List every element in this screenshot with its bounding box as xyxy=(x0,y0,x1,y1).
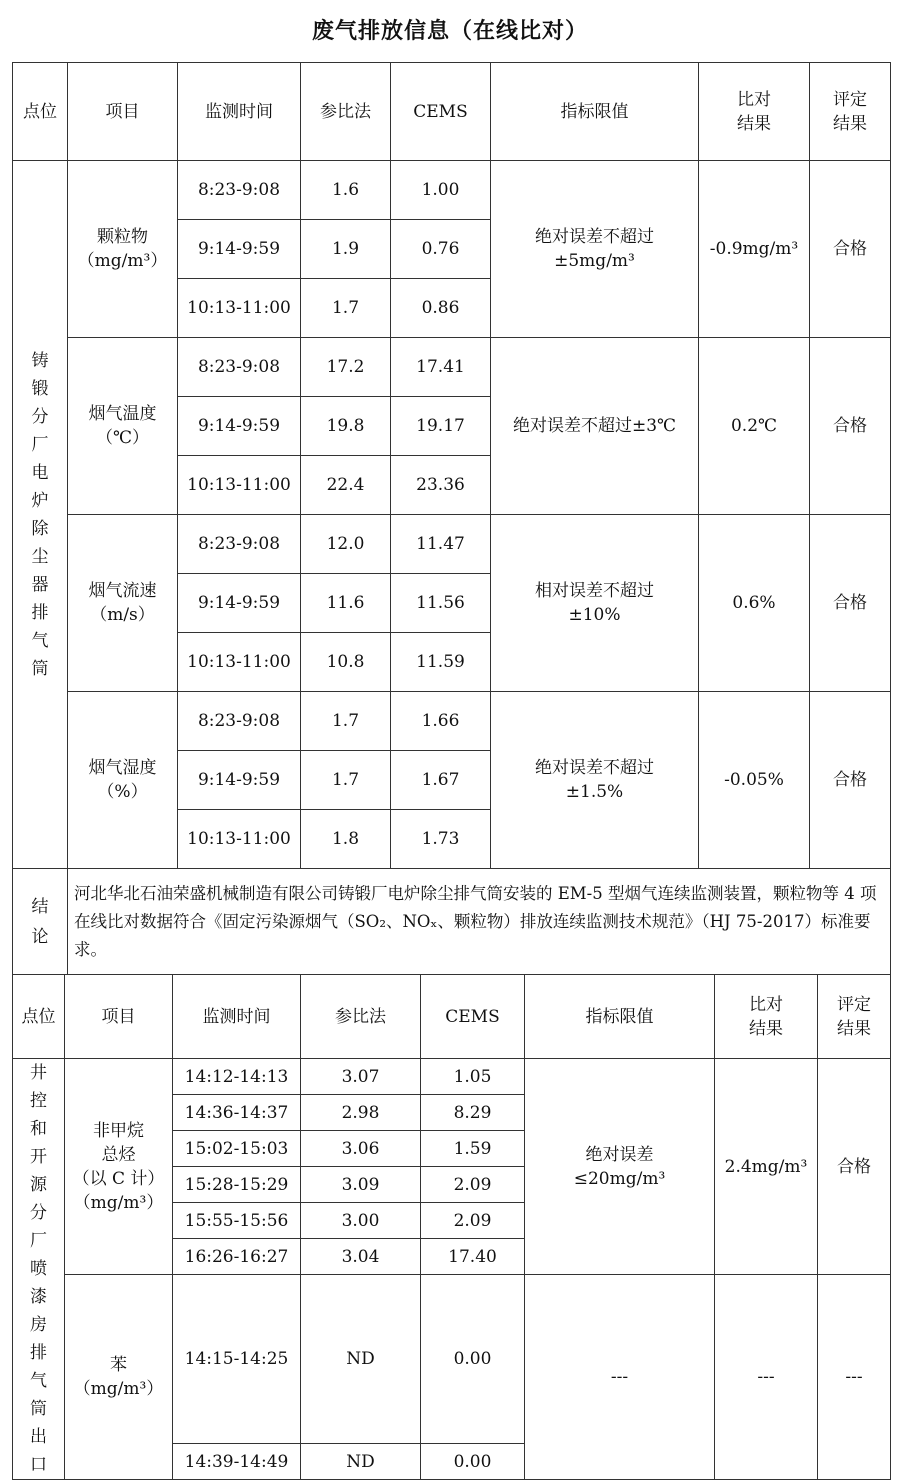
conclusion-text: 河北华北石油荣盛机械制造有限公司铸锻厂电炉除尘排气筒安装的 EM-5 型烟气连续监测装置，颗粒物等 4 项在线比对数据符合《固定污染源烟气（SO₂、NOₓ、颗粒物）排放连续监测技术规范》（HJ 75-2017）标准要求。 xyxy=(68,869,891,975)
limit-cell: 绝对误差 ≤20mg/m³ xyxy=(525,1059,715,1275)
page-title: 废气排放信息（在线比对） xyxy=(311,18,588,44)
item-cell: 烟气流速 （m/s） xyxy=(68,515,178,692)
comparison-table-2 xyxy=(12,974,891,1480)
cems-cell: 1.67 xyxy=(391,751,491,810)
time-cell: 9:14-9:59 xyxy=(178,220,301,279)
point-cell xyxy=(13,1059,65,1480)
header-compare: 比对 结果 xyxy=(715,975,818,1059)
table-row xyxy=(13,338,891,397)
ref-cell: 11.6 xyxy=(301,574,391,633)
cems-cell: 0.00 xyxy=(421,1444,525,1480)
time-cell: 9:14-9:59 xyxy=(178,751,301,810)
header-compare: 比对 结果 xyxy=(699,63,810,161)
item-cell: 非甲烷 总烃 （以 C 计） （mg/m³） xyxy=(65,1059,173,1275)
header-judge: 评定 结果 xyxy=(810,63,891,161)
point-cell xyxy=(13,161,68,869)
time-cell: 8:23-9:08 xyxy=(178,692,301,751)
cems-cell: 0.76 xyxy=(391,220,491,279)
header-time: 监测时间 xyxy=(178,63,301,161)
header-point: 点位 xyxy=(13,63,68,161)
time-cell: 8:23-9:08 xyxy=(178,161,301,220)
item-cell: 苯 （mg/m³） xyxy=(65,1275,173,1480)
ref-cell: 17.2 xyxy=(301,338,391,397)
header-cems: CEMS xyxy=(391,63,491,161)
time-cell: 8:23-9:08 xyxy=(178,338,301,397)
header-ref: 参比法 xyxy=(301,975,421,1059)
cems-cell: 8.29 xyxy=(421,1095,525,1131)
compare-cell: 2.4mg/m³ xyxy=(715,1059,818,1275)
ref-cell: 3.00 xyxy=(301,1203,421,1239)
ref-cell: 1.8 xyxy=(301,810,391,869)
ref-cell: 3.07 xyxy=(301,1059,421,1095)
ref-cell: 12.0 xyxy=(301,515,391,574)
cems-cell: 23.36 xyxy=(391,456,491,515)
limit-cell: 相对误差不超过 ±10% xyxy=(491,515,699,692)
table-row xyxy=(13,161,891,220)
table-row xyxy=(13,515,891,574)
compare-cell: -0.05% xyxy=(699,692,810,869)
judge-cell: 合格 xyxy=(810,338,891,515)
time-cell: 15:02-15:03 xyxy=(173,1131,301,1167)
ref-cell: 2.98 xyxy=(301,1095,421,1131)
header-cems: CEMS xyxy=(421,975,525,1059)
cems-cell: 11.59 xyxy=(391,633,491,692)
limit-cell: 绝对误差不超过±3℃ xyxy=(491,338,699,515)
judge-cell: 合格 xyxy=(810,161,891,338)
time-cell: 10:13-11:00 xyxy=(178,456,301,515)
ref-cell: 19.8 xyxy=(301,397,391,456)
ref-cell: 1.7 xyxy=(301,751,391,810)
time-cell: 14:15-14:25 xyxy=(173,1275,301,1444)
cems-cell: 0.00 xyxy=(421,1275,525,1444)
header-ref: 参比法 xyxy=(301,63,391,161)
ref-cell: 3.04 xyxy=(301,1239,421,1275)
time-cell: 15:55-15:56 xyxy=(173,1203,301,1239)
header-point: 点位 xyxy=(13,975,65,1059)
compare-cell: 0.2℃ xyxy=(699,338,810,515)
cems-cell: 1.05 xyxy=(421,1059,525,1095)
cems-cell: 1.66 xyxy=(391,692,491,751)
compare-cell: --- xyxy=(715,1275,818,1480)
limit-cell: 绝对误差不超过 ±5mg/m³ xyxy=(491,161,699,338)
time-cell: 10:13-11:00 xyxy=(178,633,301,692)
table-row xyxy=(13,1275,891,1444)
time-cell: 14:39-14:49 xyxy=(173,1444,301,1480)
ref-cell: 22.4 xyxy=(301,456,391,515)
conclusion-label: 结 论 xyxy=(13,869,68,975)
table-row xyxy=(13,1059,891,1095)
time-cell: 14:12-14:13 xyxy=(173,1059,301,1095)
ref-cell: 3.09 xyxy=(301,1167,421,1203)
cems-cell: 2.09 xyxy=(421,1167,525,1203)
ref-cell: 10.8 xyxy=(301,633,391,692)
judge-cell: 合格 xyxy=(810,515,891,692)
time-cell: 15:28-15:29 xyxy=(173,1167,301,1203)
compare-cell: 0.6% xyxy=(699,515,810,692)
header-item: 项目 xyxy=(65,975,173,1059)
header-row xyxy=(13,975,891,1059)
compare-cell: -0.9mg/m³ xyxy=(699,161,810,338)
limit-cell: 绝对误差不超过 ±1.5% xyxy=(491,692,699,869)
cems-cell: 17.40 xyxy=(421,1239,525,1275)
comparison-table-1 xyxy=(12,62,891,975)
point-label: 井控和开源分厂喷漆房排气筒出口 xyxy=(29,1063,47,1475)
time-cell: 10:13-11:00 xyxy=(178,810,301,869)
cems-cell: 0.86 xyxy=(391,279,491,338)
cems-cell: 17.41 xyxy=(391,338,491,397)
cems-cell: 1.59 xyxy=(421,1131,525,1167)
limit-cell: --- xyxy=(525,1275,715,1480)
ref-cell: 3.06 xyxy=(301,1131,421,1167)
time-cell: 9:14-9:59 xyxy=(178,574,301,633)
point-label: 铸锻分厂电炉除尘器排气筒 xyxy=(31,350,49,679)
judge-cell: 合格 xyxy=(810,692,891,869)
ref-cell: 1.6 xyxy=(301,161,391,220)
ref-cell: 1.7 xyxy=(301,692,391,751)
conclusion-row xyxy=(13,869,891,975)
item-cell: 烟气温度 （℃） xyxy=(68,338,178,515)
header-limit: 指标限值 xyxy=(491,63,699,161)
item-cell: 颗粒物 （mg/m³） xyxy=(68,161,178,338)
header-item: 项目 xyxy=(68,63,178,161)
time-cell: 10:13-11:00 xyxy=(178,279,301,338)
judge-cell: 合格 xyxy=(818,1059,891,1275)
ref-cell: 1.7 xyxy=(301,279,391,338)
item-cell: 烟气湿度 （%） xyxy=(68,692,178,869)
header-limit: 指标限值 xyxy=(525,975,715,1059)
ref-cell: ND xyxy=(301,1275,421,1444)
time-cell: 8:23-9:08 xyxy=(178,515,301,574)
time-cell: 9:14-9:59 xyxy=(178,397,301,456)
cems-cell: 1.73 xyxy=(391,810,491,869)
time-cell: 16:26-16:27 xyxy=(173,1239,301,1275)
cems-cell: 19.17 xyxy=(391,397,491,456)
ref-cell: 1.9 xyxy=(301,220,391,279)
cems-cell: 2.09 xyxy=(421,1203,525,1239)
judge-cell: --- xyxy=(818,1275,891,1480)
cems-cell: 1.00 xyxy=(391,161,491,220)
ref-cell: ND xyxy=(301,1444,421,1480)
table-row xyxy=(13,692,891,751)
cems-cell: 11.56 xyxy=(391,574,491,633)
header-row xyxy=(13,63,891,161)
header-judge: 评定 结果 xyxy=(818,975,891,1059)
header-time: 监测时间 xyxy=(173,975,301,1059)
cems-cell: 11.47 xyxy=(391,515,491,574)
time-cell: 14:36-14:37 xyxy=(173,1095,301,1131)
